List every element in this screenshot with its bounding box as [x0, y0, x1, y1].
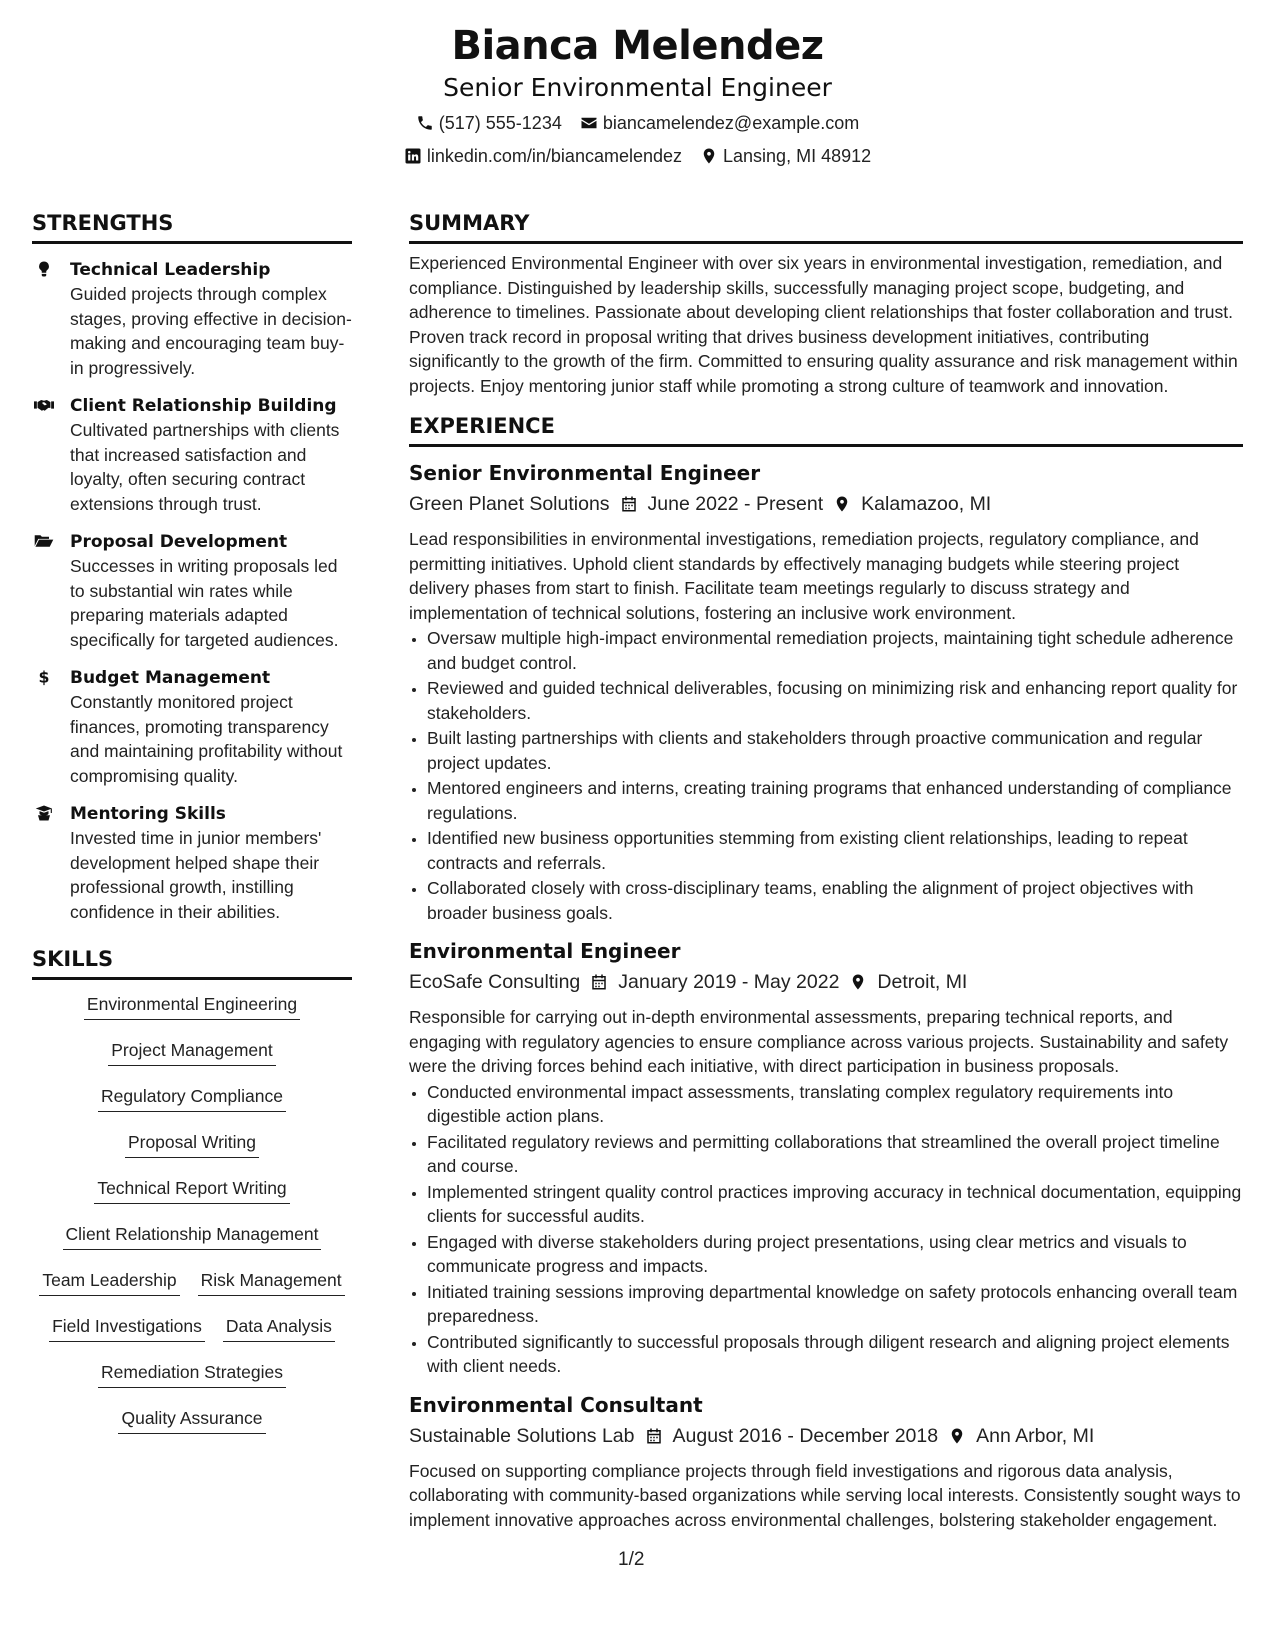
- folder-open-icon: [32, 532, 56, 552]
- job-bullets: [409, 626, 1243, 925]
- strength-name: Proposal Development: [70, 532, 288, 552]
- strength-desc: Constantly monitored project finances, promoting transparency and maintaining profitability without compromising quality.: [70, 692, 343, 786]
- skill-tag: Technical Report Writing: [94, 1176, 289, 1204]
- linkedin-text[interactable]: linkedin.com/in/biancamelendez: [426, 146, 683, 166]
- job-location: [849, 967, 967, 997]
- dollar-icon: [32, 668, 56, 688]
- job-meta: [409, 1421, 1243, 1451]
- job-dates: [620, 489, 824, 519]
- skill-tag: Quality Assurance: [118, 1406, 265, 1434]
- list-item: • Facilitated regulatory reviews and permitting collaborations that streamlined the overall project timeline and course.: [427, 1130, 1243, 1179]
- skills-heading: SKILLS: [32, 946, 352, 980]
- svg-text:$: $: [38, 668, 50, 686]
- list-item: • Conducted environmental impact assessments, translating complex regulatory requirements into digestible action plans.: [427, 1080, 1243, 1129]
- skill-tag: Regulatory Compliance: [98, 1084, 286, 1112]
- job-dates-text: January 2019 - May 2022: [618, 971, 840, 993]
- contact-linkedin[interactable]: [404, 141, 682, 171]
- skill-tag: Project Management: [108, 1038, 275, 1066]
- skill-tag: Client Relationship Management: [63, 1222, 322, 1250]
- job-location: [948, 1421, 1094, 1451]
- skill-tag: Environmental Engineering: [84, 992, 300, 1020]
- map-pin-icon: [700, 147, 718, 165]
- strength-item: [32, 394, 352, 516]
- contact-row-2: [0, 141, 1275, 171]
- map-pin-icon: [948, 1426, 966, 1446]
- list-item: • Implemented stringent quality control practices improving accuracy in technical documentation, equipping clients for successful audits.: [427, 1180, 1243, 1229]
- envelope-icon: [580, 114, 598, 132]
- candidate-name: Bianca Melendez: [451, 23, 824, 69]
- skill-tag: Remediation Strategies: [98, 1360, 286, 1388]
- job-meta: [409, 489, 1243, 519]
- left-column: [32, 210, 352, 1452]
- strength-item: [32, 530, 352, 652]
- location-text: Lansing, MI 48912: [723, 146, 872, 166]
- contact-row-1: [0, 108, 1275, 138]
- list-item: • Built lasting partnerships with clients and stakeholders through proactive communication and regular project updates.: [427, 726, 1243, 775]
- list-item: • Oversaw multiple high-impact environmental remediation projects, maintaining tight schedule adherence and budget control.: [427, 626, 1243, 675]
- list-item: • Engaged with diverse stakeholders during project presentations, using clear metrics and visuals to communicate progress and impacts.: [427, 1230, 1243, 1279]
- skill-tag: Proposal Writing: [125, 1130, 259, 1158]
- skills-list: [32, 992, 352, 1452]
- handshake-icon: [32, 396, 56, 416]
- list-item: • Mentored engineers and interns, creating training programs that enhanced understanding of compliance regulations.: [427, 776, 1243, 825]
- strength-name: Budget Management: [70, 668, 271, 688]
- job-location: [833, 489, 991, 519]
- contact-phone: [416, 108, 562, 138]
- strength-name: Mentoring Skills: [70, 804, 226, 824]
- list-item: • Collaborated closely with cross-disciplinary teams, enabling the alignment of project objectives with broader business goals.: [427, 876, 1243, 925]
- list-item: • Initiated training sessions improving departmental knowledge on safety protocols enhancing overall team preparedness.: [427, 1280, 1243, 1329]
- graduation-cap-icon: [32, 804, 56, 824]
- experience-heading: EXPERIENCE: [409, 413, 1243, 447]
- map-pin-icon: [849, 972, 867, 992]
- job-description: Focused on supporting compliance projects through field investigations and rigorous data analysis, collaborating with community-based organizations while serving local interests. Consistently sought ways to implement innovative approaches across environmental challenges, bolstering stakeholder engagement.: [409, 1460, 1241, 1530]
- calendar-icon: [590, 972, 608, 992]
- job-location-text: Kalamazoo, MI: [861, 493, 992, 515]
- strength-desc: Cultivated partnerships with clients that increased satisfaction and loyalty, often securing contract extensions through trust.: [70, 420, 340, 514]
- job-company: Sustainable Solutions Lab: [409, 1424, 635, 1447]
- job-entry: [409, 459, 1243, 925]
- job-company: Green Planet Solutions: [409, 493, 610, 515]
- resume-header: [0, 20, 1275, 171]
- job-bullets: [409, 1080, 1243, 1379]
- skill-tag: Field Investigations: [49, 1314, 205, 1342]
- strength-desc: Successes in writing proposals led to substantial win rates while preparing materials adapted specifically for targeted audiences.: [70, 556, 339, 650]
- strength-desc: Invested time in junior members' development helped shape their professional growth, instilling confidence in their abilities.: [70, 828, 322, 922]
- phone-icon: [416, 114, 434, 132]
- summary-text: Experienced Environmental Engineer with over six years in environmental investigation, remediation, and compliance. Distinguished by leadership skills, successfully managing project scope, budgeting, and adherence to timelines. Passionate about developing client relationships that foster collaboration and trust. Proven track record in proposal writing that drives business development initiatives, contributing significantly to the growth of the firm. Committed to ensuring quality assurance and risk management within projects. Enjoy mentoring junior staff while promoting a strong culture of teamwork and innovation.: [409, 253, 1238, 396]
- list-item: • Reviewed and guided technical deliverables, focusing on minimizing risk and enhancing report quality for stakeholders.: [427, 676, 1243, 725]
- calendar-icon: [645, 1426, 663, 1446]
- job-dates: [590, 967, 839, 997]
- contact-email[interactable]: [580, 108, 859, 138]
- linkedin-icon: [404, 147, 422, 165]
- skill-tag: Data Analysis: [223, 1314, 335, 1342]
- lightbulb-icon: [32, 260, 56, 280]
- list-item: • Contributed significantly to successful proposals through diligent research and aligning project elements with client needs.: [427, 1330, 1243, 1379]
- strength-item: [32, 802, 352, 924]
- job-title: Senior Environmental Engineer: [409, 461, 761, 485]
- candidate-title: Senior Environmental Engineer: [443, 73, 832, 102]
- skill-tag: Risk Management: [198, 1268, 345, 1296]
- calendar-icon: [620, 494, 638, 514]
- strength-name: Technical Leadership: [70, 260, 271, 280]
- strength-item: [32, 666, 352, 788]
- job-title: Environmental Consultant: [409, 1392, 703, 1417]
- job-dates-text: June 2022 - Present: [647, 493, 824, 515]
- job-location-text: Ann Arbor, MI: [976, 1424, 1095, 1447]
- phone-text: (517) 555-1234: [438, 113, 562, 133]
- job-meta: [409, 967, 1243, 997]
- summary-heading: SUMMARY: [409, 210, 1243, 244]
- strength-name: Client Relationship Building: [70, 396, 337, 416]
- right-column: [409, 210, 1243, 1532]
- strength-desc: Guided projects through complex stages, proving effective in decision-making and encouraging team buy-in progressively.: [70, 284, 352, 378]
- job-company: EcoSafe Consulting: [409, 971, 581, 993]
- strength-item: [32, 258, 352, 380]
- job-entry: [409, 937, 1243, 1379]
- page-number: 1/2: [618, 1549, 645, 1570]
- job-entry: [409, 1391, 1243, 1533]
- strengths-heading: STRENGTHS: [32, 210, 352, 244]
- job-location-text: Detroit, MI: [877, 971, 968, 993]
- job-description: Lead responsibilities in environmental investigations, remediation projects, regulatory compliance, and permitting initiatives. Uphold client standards by effectively managing budgets while steering project delivery phases from start to finish. Facilitate team meetings regularly to discuss strategy and implementation of technical solutions, fostering an inclusive work environment.: [409, 529, 1199, 623]
- job-dates-text: August 2016 - December 2018: [672, 1424, 939, 1447]
- contact-location: [700, 141, 871, 171]
- list-item: • Identified new business opportunities stemming from existing client relationships, leading to repeat contracts and referrals.: [427, 826, 1243, 875]
- job-description: Responsible for carrying out in-depth environmental assessments, preparing technical reports, and engaging with regulatory agencies to ensure compliance across various projects. Sustainability and safety were the driving forces behind each initiative, with direct participation in business proposals.: [409, 1007, 1229, 1076]
- map-pin-icon: [833, 494, 851, 514]
- email-text[interactable]: biancamelendez@example.com: [602, 113, 860, 133]
- job-dates: [645, 1421, 939, 1451]
- job-title: Environmental Engineer: [409, 939, 681, 963]
- skill-tag: Team Leadership: [39, 1268, 179, 1296]
